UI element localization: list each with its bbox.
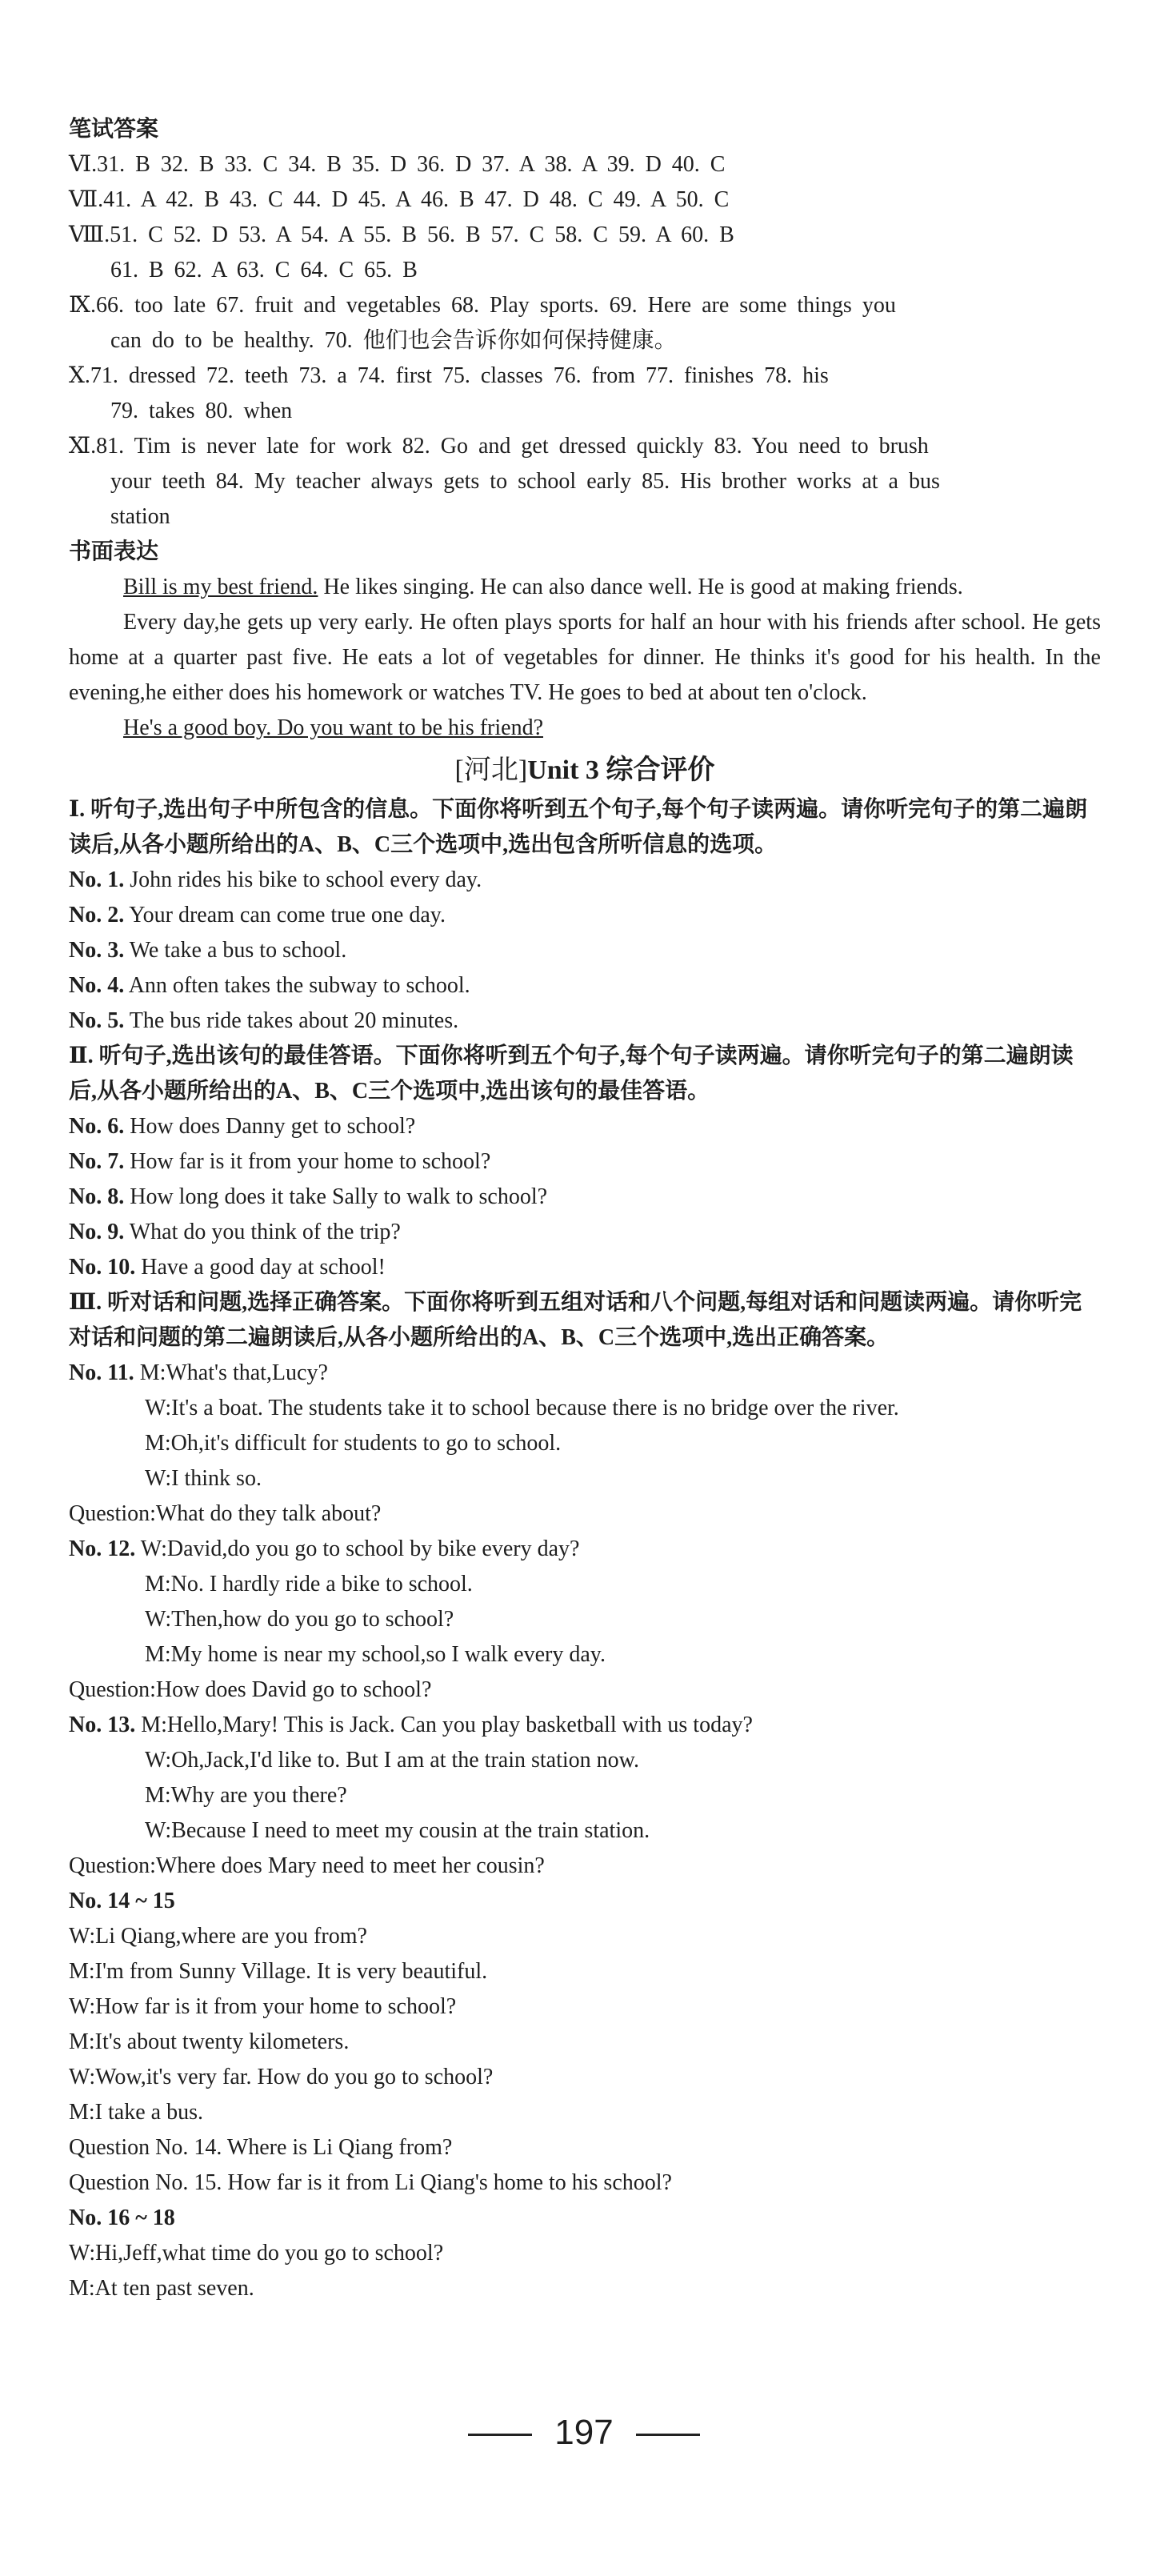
- dialogue-line: W:Oh,Jack,I'd like to. But I am at the train station now.: [145, 1748, 640, 1773]
- dialogue-line: W:Li Qiang,where are you from?: [69, 1924, 367, 1949]
- answer-line: Ⅹ.71. dressed 72. teeth 73. a 74. first 75. classes 76. from 77. finishes 78. his: [69, 363, 829, 388]
- dialogue-line: M:I'm from Sunny Village. It is very beautiful.: [69, 1959, 488, 1984]
- dialogue-line: W:I think so.: [145, 1466, 262, 1491]
- question-line: Question:Where does Mary need to meet her cousin?: [69, 1853, 545, 1878]
- list-item: No. 1. John rides his bike to school every day.: [69, 867, 482, 892]
- section-3-heading: Ⅲ. 听对话和问题,选择正确答案。下面你将听到五组对话和八个问题,每组对话和问题读两遍。请你听完对话和问题的第二遍朗读后,从各小题所给出的A、B、C三个选项中,选出正确答案。: [69, 1290, 1082, 1350]
- dialogue-line: W:Hi,Jeff,what time do you go to school?: [69, 2241, 444, 2266]
- answer-line: 61. B 62. A 63. C 64. C 65. B: [110, 258, 418, 282]
- group-label: No. 16 ~ 18: [69, 2205, 175, 2230]
- section-1-heading: Ⅰ. 听句子,选出句子中所包含的信息。下面你将听到五个句子,每个句子读两遍。请你听完句子的第二遍朗读后,从各小题所给出的A、B、C三个选项中,选出包含所听信息的选项。: [69, 797, 1088, 857]
- dialogue-line: M:It's about twenty kilometers.: [69, 2029, 350, 2054]
- list-item: No. 6. How does Danny get to school?: [69, 1114, 416, 1139]
- dialogue-line: W:How far is it from your home to school?: [69, 1994, 457, 2019]
- essay-paragraph-1-text: He likes singing. He can also dance well. He is good at making friends.: [318, 575, 963, 599]
- dialogue-line: W:Because I need to meet my cousin at the train station.: [145, 1818, 650, 1843]
- question-line: Question:What do they talk about?: [69, 1501, 382, 1526]
- dialogue-line: M:Oh,it's difficult for students to go to school.: [145, 1431, 562, 1456]
- answer-line: Ⅸ.66. too late 67. fruit and vegetables 68. Play sports. 69. Here are some things you: [69, 293, 896, 318]
- question-line: Question No. 14. Where is Li Qiang from?: [69, 2135, 453, 2160]
- region-tag: [河北]: [454, 755, 528, 785]
- question-line: Question:How does David go to school?: [69, 1677, 432, 1702]
- essay-paragraph-1: [69, 570, 1101, 605]
- answer-line: Ⅷ.51. C 52. D 53. A 54. A 55. B 56. B 57. C 58. C 59. A 60. B: [69, 222, 734, 247]
- essay-paragraph-2: Every day,he gets up very early. He often plays sports for half an hour with his friends after school. He gets home at a quarter past five. He eats a lot of vegetables for dinner. He thinks it's good for his health. In the evening,he either does his homework or watches TV. He goes to bed at about ten o'clock.: [69, 610, 1101, 705]
- list-item: No. 8. How long does it take Sally to walk to school?: [69, 1184, 548, 1209]
- answer-line: Ⅵ.31. B 32. B 33. C 34. B 35. D 36. D 37. A 38. A 39. D 40. C: [69, 152, 726, 177]
- answer-line: can do to be healthy. 70. 他们也会告诉你如何保持健康。: [110, 328, 677, 353]
- essay-closing-sentence: He's a good boy. Do you want to be his friend?: [123, 715, 544, 740]
- question-line: Question No. 15. How far is it from Li Qiang's home to his school?: [69, 2170, 672, 2195]
- section-2-heading: Ⅱ. 听句子,选出该句的最佳答语。下面你将听到五个句子,每个句子读两遍。请你听完句子的第二遍朗读后,从各小题所给出的A、B、C三个选项中,选出该句的最佳答语。: [69, 1044, 1074, 1104]
- page-number: 197: [554, 2413, 614, 2452]
- written-answers-heading: 笔试答案: [69, 117, 159, 142]
- dialogue-line: W:Wow,it's very far. How do you go to school?: [69, 2065, 494, 2089]
- dialogue-line: M:My home is near my school,so I walk every day.: [145, 1642, 606, 1667]
- dialogue-line: M:Why are you there?: [145, 1783, 347, 1808]
- unit-title: [69, 749, 1101, 792]
- writing-heading: 书面表达: [69, 539, 159, 564]
- list-item: No. 5. The bus ride takes about 20 minutes.: [69, 1008, 459, 1033]
- dialogue-line: No. 12. W:David,do you go to school by bike every day?: [69, 1536, 580, 1561]
- dialogue-line: M:At ten past seven.: [69, 2276, 254, 2301]
- dialogue-line: M:I take a bus.: [69, 2100, 203, 2125]
- page-number-footer: [0, 2409, 1168, 2457]
- dialogue-line: W:It's a boat. The students take it to school because there is no bridge over the river.: [145, 1396, 899, 1420]
- dialogue-line: W:Then,how do you go to school?: [145, 1607, 454, 1632]
- list-item: No. 3. We take a bus to school.: [69, 938, 347, 963]
- list-item: No. 4. Ann often takes the subway to school.: [69, 973, 470, 998]
- group-label: No. 14 ~ 15: [69, 1889, 175, 1913]
- answer-line: your teeth 84. My teacher always gets to school early 85. His brother works at a bus: [110, 469, 940, 494]
- unit-title-text: Unit 3 综合评价: [527, 755, 715, 785]
- essay-paragraph-3: [69, 711, 1101, 746]
- answer-line: Ⅶ.41. A 42. B 43. C 44. D 45. A 46. B 47. D 48. C 49. A 50. C: [69, 187, 730, 212]
- page-content: [69, 112, 1101, 2306]
- dialogue-line: No. 13. M:Hello,Mary! This is Jack. Can you play basketball with us today?: [69, 1713, 753, 1737]
- list-item: No. 9. What do you think of the trip?: [69, 1220, 401, 1244]
- list-item: No. 7. How far is it from your home to school?: [69, 1149, 491, 1174]
- answer-line: 79. takes 80. when: [110, 399, 293, 423]
- list-item: No. 10. Have a good day at school!: [69, 1255, 386, 1280]
- essay-opening-sentence: Bill is my best friend.: [123, 575, 318, 599]
- dialogue-line: M:No. I hardly ride a bike to school.: [145, 1572, 473, 1596]
- answer-line: Ⅺ.81. Tim is never late for work 82. Go and get dressed quickly 83. You need to brush: [69, 434, 929, 459]
- answer-line: station: [110, 504, 170, 529]
- list-item: No. 2. Your dream can come true one day.: [69, 903, 446, 927]
- footer-dash-left: [468, 2434, 532, 2436]
- dialogue-line: No. 11. M:What's that,Lucy?: [69, 1360, 328, 1385]
- footer-dash-right: [636, 2434, 700, 2436]
